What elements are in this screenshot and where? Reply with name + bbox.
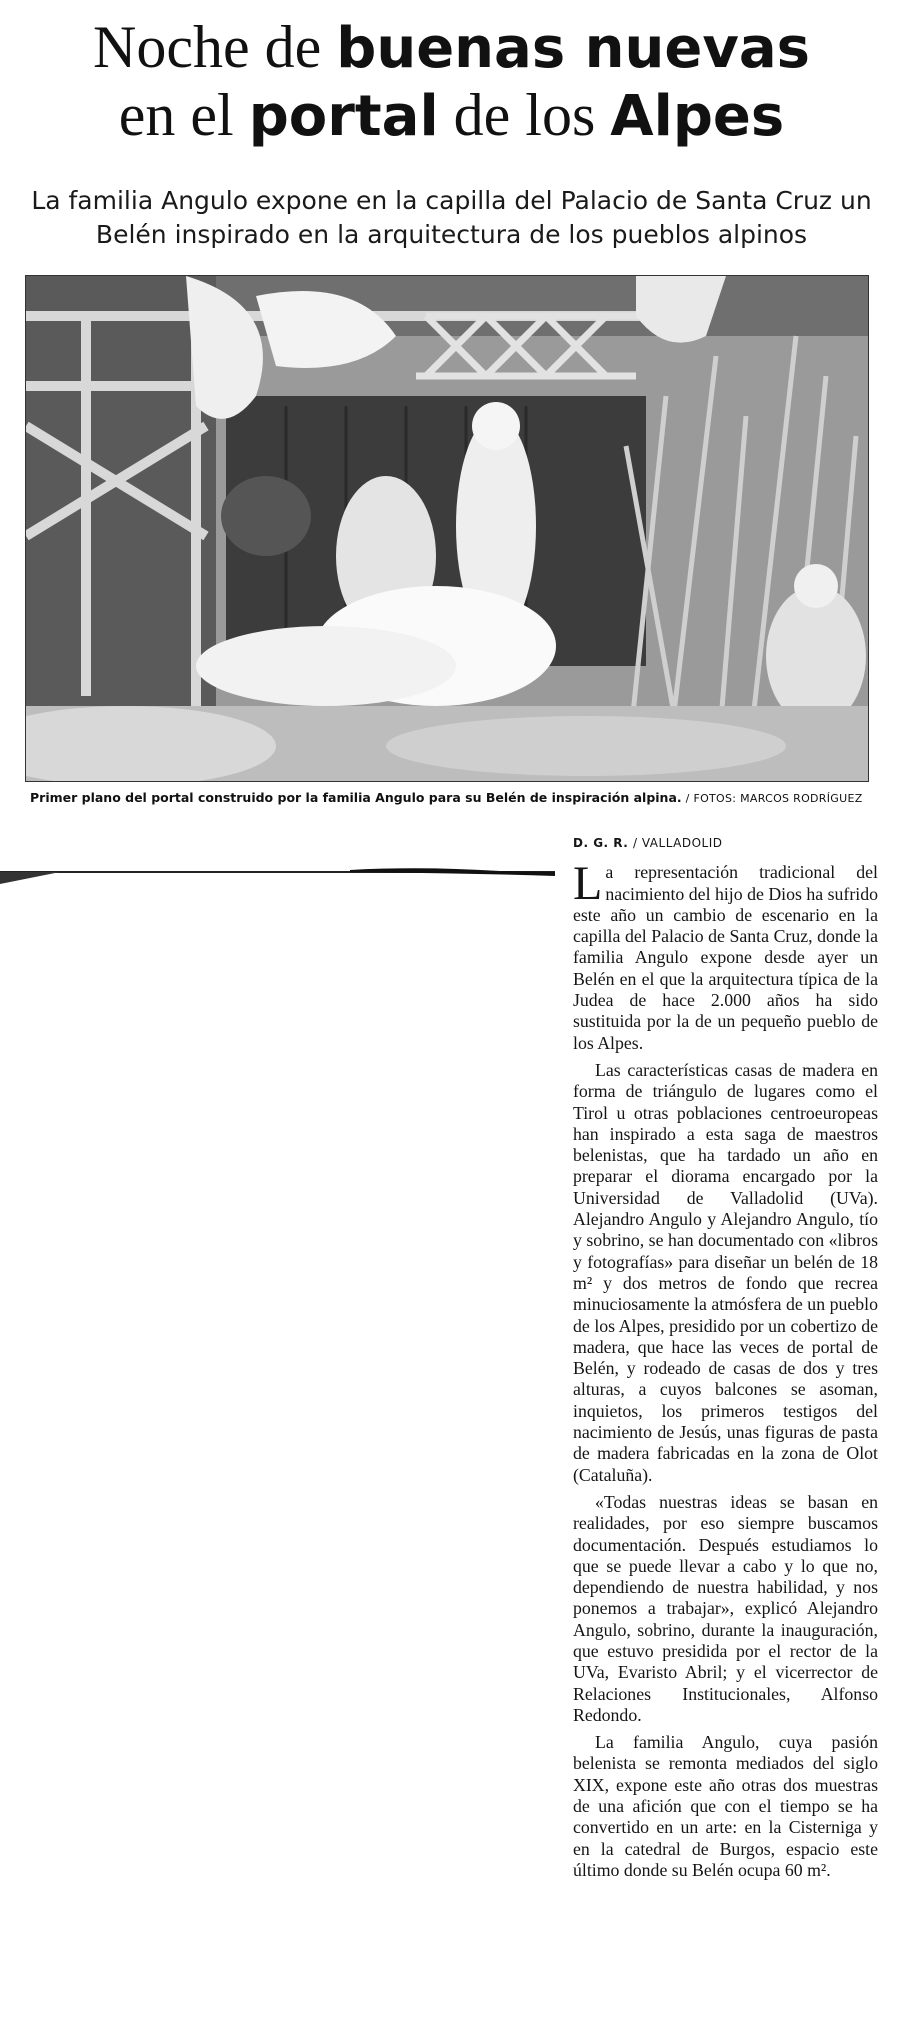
- nativity-scene-image: [26, 276, 868, 781]
- headline-part: portal: [248, 84, 439, 149]
- paragraph: La familia Angulo, cuya pasión belenista se remonta mediados del siglo XIX, expone este año otras dos muestras de una afición que con el tiempo se ha convertido en un arte: en la Cisterniga y en la catedral de Burgos, espacio este último donde su Belén ocupa 60 m².: [573, 1732, 878, 1880]
- headline-part: buenas nuevas: [336, 16, 810, 81]
- paragraph: Las características casas de madera en forma de triángulo de lugares como el Tirol u otras poblaciones centroeuropeas han inspirado a esta saga de maestros belenistas, que ha tardado un año en preparar el diorama encargado por la Universidad de Valladolid (UVa). Alejandro Angulo y Alejandro Angulo, tío y sobrino, se han documentado con «libros y fotografías» para diseñar un belén de 18 m² y dos metros de fondo que recrea minuciosamente la atmósfera de un pueblo de los Alpes, presidido por un cobertizo de madera, que hace las veces de portal de Belén, y rodeado de casas de dos y tres alturas, a cuyos balcones se asoman, inquietos, los primeros testigos del nacimiento de Jesús, unas figuras de pasta de madera fabricadas en la zona de Olot (Cataluña).: [573, 1059, 878, 1485]
- headline-line-2: [119, 82, 784, 148]
- byline: [573, 833, 878, 854]
- photo-caption: [30, 790, 870, 805]
- caption-text: Primer plano del portal construido por la familia Angulo para su Belén de inspiración alpina.: [30, 790, 682, 805]
- subtitle: La familia Angulo expone en la capilla del Palacio de Santa Cruz un Belén inspirado en la arquitectura de los pueblos alpinos: [31, 186, 872, 249]
- headline: [0, 14, 903, 150]
- paragraph: [573, 857, 878, 1054]
- headline-part: Alpes: [610, 84, 785, 149]
- paragraph: «Todas nuestras ideas se basan en realidades, por eso siempre buscamos documentación. Después estudiamos lo que se puede llevar a cabo y lo que no, dependiendo de nuestra habilidad, y nos ponemos a trabajar», explicó Alejandro Angulo, sobrino, durante la inauguración, que estuvo presidida por el rector de la UVa, Evaristo Abril; y el vicerrector de Relaciones Institucionales, Alfonso Redondo.: [573, 1491, 878, 1725]
- article-body: [573, 833, 878, 1887]
- headline-part: Noche de: [93, 14, 322, 80]
- drop-cap: L: [573, 857, 603, 911]
- headline-part: en el: [118, 82, 234, 148]
- headline-line-1: [93, 14, 810, 80]
- scan-artifact-line: [0, 866, 555, 890]
- article-photo: [25, 275, 869, 782]
- byline-place: / VALLADOLID: [633, 836, 723, 850]
- photo-credit: / FOTOS: MARCOS RODRÍGUEZ: [685, 792, 863, 805]
- headline-part: de los: [453, 82, 596, 148]
- byline-author: D. G. R.: [573, 836, 629, 850]
- paragraph-text: a representación tradicional del nacimiento del hijo de Dios ha sufrido este año un cambio de escenario en la capilla del Palacio de Santa Cruz, donde la familia Angulo expone desde ayer un Belén en el que la arquitectura típica de la Judea de hace 2.000 años ha sido sustituida por la de un pequeño pueblo de los Alpes.: [573, 862, 878, 1053]
